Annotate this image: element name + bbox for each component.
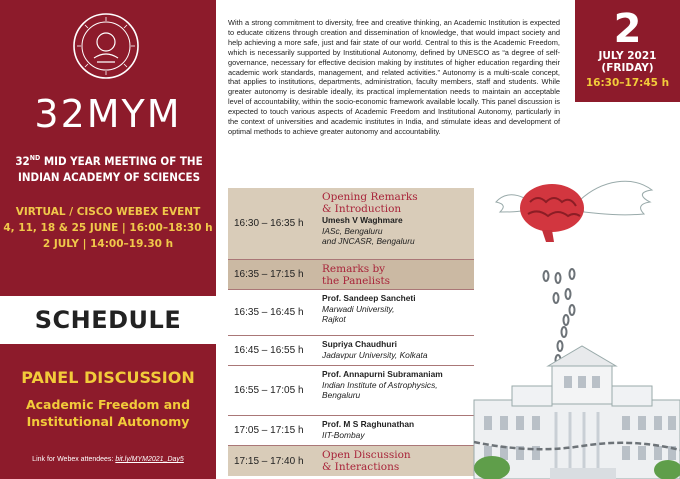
row-heading: & Interactions: [322, 461, 400, 473]
panel-abstract: With a strong commitment to diversity, free and creative thinking, an Academic Institution is expected to educate citizens through creation and dissemination of knowledge, that would impact society and help achieving a more safe, just and fair state of our world. Central to this is the Academic Freedom, which is necessarily supported by Institutional Autonomy, defined by UNESCO as “a degree of self-governance, necessary for effective decision making by institutes of higher education regarding their academic work standards, management, and related activities.” Autonomy is a multi-scale concept, that applies to institutions, departments, administration, faculty members, staff and students. While greater autonomy is desirable ideally, its practical implementation needs to maintain an acceptable level of accountability, within the socio-economic framework available locally. This panel discussion is expected to touch various aspects of Academic Freedom and Institutional Autonomy, particularly in the context of universities and academic institutes in India, and stimulate ideas and development of optimal methods to achieve greater autonomy and accountability.: [228, 18, 560, 136]
panel-title: PANEL DISCUSSION: [21, 368, 195, 387]
speaker-affiliation: Jadavpur University, Kolkata: [322, 349, 428, 360]
event-dates-july: 2 JULY | 14:00–19.30 h: [42, 238, 174, 250]
speaker-affiliation: Marwadi University,: [322, 303, 395, 314]
schedule-label-box: [0, 296, 216, 344]
row-heading: & Introduction: [322, 203, 402, 215]
schedule-table: [228, 188, 474, 476]
event-type: VIRTUAL / CISCO WEBEX EVENT: [15, 206, 201, 218]
date-time: 16:30–17:45 h: [585, 77, 670, 89]
row-heading: Open Discussion: [322, 449, 411, 461]
speaker-affiliation: IASc, Bengaluru: [322, 225, 383, 236]
speaker-affiliation: and JNCASR, Bengaluru: [322, 236, 415, 246]
row-time: 16:30 – 16:35 h: [234, 218, 304, 229]
speaker-affiliation: Indian Institute of Astrophysics,: [322, 379, 438, 390]
table-row: [228, 290, 474, 336]
row-time: 16:35 – 16:45 h: [234, 307, 304, 318]
table-row: [228, 446, 474, 476]
speaker-affiliation: Rajkot: [322, 314, 346, 324]
speaker-name: Prof. Sandeep Sancheti: [322, 293, 416, 303]
table-row: [228, 366, 474, 416]
left-column: [0, 0, 216, 479]
date-month-year: JULY 2021: [598, 50, 657, 62]
panel-banner: [0, 344, 216, 479]
row-time: 16:45 – 16:55 h: [234, 345, 304, 356]
table-row: [228, 416, 474, 446]
academic-freedom-illustration: [472, 150, 680, 479]
broken-chain-icon: [544, 269, 575, 365]
table-row: [228, 188, 474, 260]
row-time: 16:35 – 17:15 h: [234, 269, 304, 280]
speaker-name: Supriya Chaudhuri: [322, 339, 397, 349]
row-heading: Remarks by: [322, 263, 386, 275]
date-day: 2: [613, 6, 642, 52]
table-row: [228, 336, 474, 366]
row-time: 16:55 – 17:05 h: [234, 385, 304, 396]
date-box: [575, 0, 680, 102]
speaker-name: Prof. Annapurni Subramaniam: [322, 369, 443, 379]
speaker-name: Prof. M S Raghunathan: [322, 419, 415, 429]
event-banner: [0, 0, 216, 296]
date-weekday: (FRIDAY): [601, 62, 654, 74]
row-time: 17:15 – 17:40 h: [234, 455, 304, 467]
webex-link-line: Link for Webex attendees: bit.ly/MYM2021_Day5: [32, 456, 184, 463]
panel-subtitle: Academic Freedom and Institutional Autonomy: [25, 397, 191, 429]
speaker-affiliation: IIT-Bombay: [322, 429, 365, 440]
speaker-name: Umesh V Waghmare: [322, 215, 403, 225]
event-details: [0, 204, 216, 252]
schedule-heading: SCHEDULE: [34, 306, 182, 334]
row-heading: the Panelists: [322, 275, 391, 287]
university-building-icon: [474, 346, 680, 479]
brain-icon: [520, 184, 584, 242]
meeting-title: 32ND MID YEAR MEETING OF THE INDIAN ACADEMY OF SCIENCES: [15, 153, 203, 184]
table-row: [228, 260, 474, 290]
academy-seal-icon: [72, 12, 140, 80]
row-heading: Opening Remarks: [322, 191, 418, 203]
row-time: 17:05 – 17:15 h: [234, 425, 304, 436]
speaker-affiliation: Bengaluru: [322, 390, 361, 400]
event-dates-june: 4, 11, 18 & 25 JUNE | 16:00–18:30 h: [3, 222, 213, 234]
brand-title: 32MYM: [34, 92, 182, 136]
webex-link[interactable]: bit.ly/MYM2021_Day5: [115, 456, 184, 463]
